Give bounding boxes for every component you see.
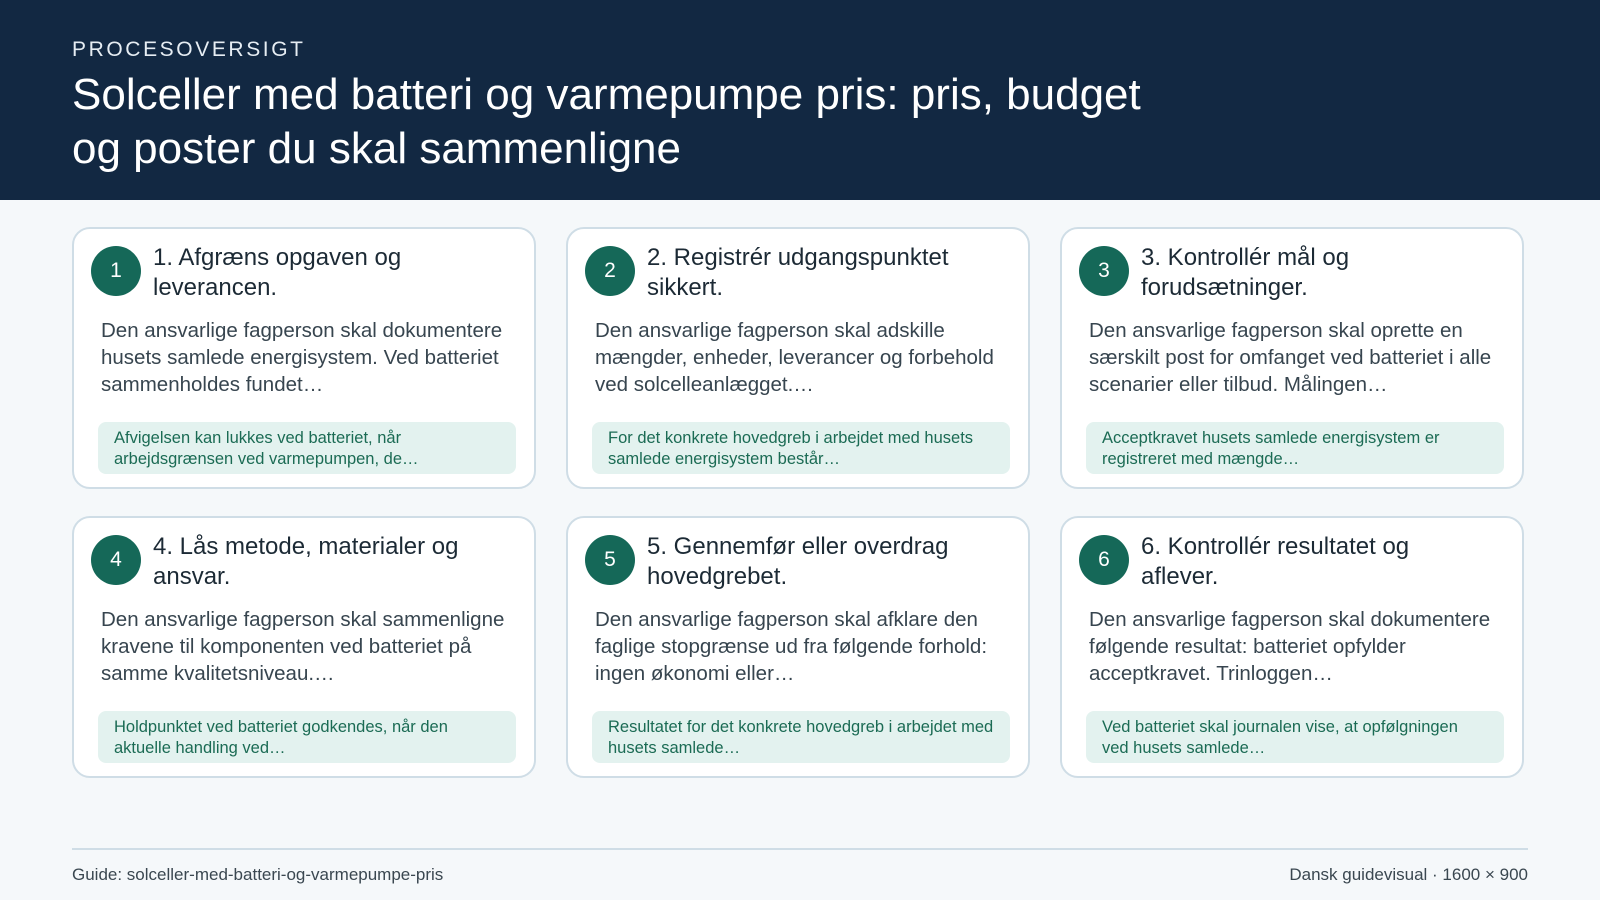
step-title: 4. Lås metode, materialer og ansvar. [153, 533, 459, 590]
step-description: Den ansvarlige fagperson skal oprette en særskilt post for omfanget ved batteriet i alle scenarier eller tilbud. Målingen… [1089, 319, 1492, 396]
step-title: 6. Kontrollér resultatet og aflever. [1141, 533, 1410, 590]
step-description: Den ansvarlige fagperson skal adskille mængder, enheder, leverancer og forbehold ved solcelleanlægget.… [595, 319, 994, 396]
step-number-badge: 3 [1079, 246, 1129, 296]
step-description: Den ansvarlige fagperson skal dokumentere følgende resultat: batteriet opfylder acceptkravet. Trinloggen… [1089, 608, 1491, 685]
step-title: 3. Kontrollér mål og forudsætninger. [1141, 244, 1350, 301]
step-card-1 [72, 227, 536, 489]
step-note: Ved batteriet skal journalen vise, at opfølgningen ved husets samlede… [1086, 711, 1504, 763]
step-number-badge: 2 [585, 246, 635, 296]
footer-divider [72, 848, 1528, 850]
step-card-5 [566, 516, 1030, 778]
step-note: For det konkrete hovedgreb i arbejdet med husets samlede energisystem består… [592, 422, 1010, 474]
step-note: Resultatet for det konkrete hovedgreb i arbejdet med husets samlede… [592, 711, 1010, 763]
header-banner [0, 0, 1600, 200]
eyebrow-label: PROCESOVERSIGT [72, 38, 306, 61]
page-title: Solceller med batteri og varmepumpe pris: pris, budget og poster du skal sammenligne [72, 70, 1141, 173]
step-number-badge: 1 [91, 246, 141, 296]
footer-guide-slug: Guide: solceller-med-batteri-og-varmepumpe-pris [72, 865, 444, 884]
step-title: 1. Afgræns opgaven og leverancen. [153, 244, 402, 301]
step-card-4 [72, 516, 536, 778]
step-note: Acceptkravet husets samlede energisystem er registreret med mængde… [1086, 422, 1504, 474]
step-card-3 [1060, 227, 1524, 489]
step-title: 2. Registrér udgangspunktet sikkert. [647, 244, 949, 301]
step-title: 5. Gennemfør eller overdrag hovedgrebet. [647, 533, 949, 590]
step-card-2 [566, 227, 1030, 489]
step-number-badge: 6 [1079, 535, 1129, 585]
step-note: Holdpunktet ved batteriet godkendes, når den aktuelle handling ved… [98, 711, 516, 763]
footer-format-label: Dansk guidevisual · 1600 × 900 [1289, 865, 1528, 884]
step-note: Afvigelsen kan lukkes ved batteriet, når arbejdsgrænsen ved varmepumpen, de… [98, 422, 516, 474]
step-description: Den ansvarlige fagperson skal dokumentere husets samlede energisystem. Ved batteriet sammenholdes fundet… [101, 319, 503, 396]
step-card-6 [1060, 516, 1524, 778]
step-description: Den ansvarlige fagperson skal afklare den faglige stopgrænse ud fra følgende forhold: ingen økonomi eller… [595, 608, 988, 685]
step-description: Den ansvarlige fagperson skal sammenligne kravene til komponenten ved batteriet på samme kvalitetsniveau.… [101, 608, 505, 685]
step-number-badge: 4 [91, 535, 141, 585]
step-number-badge: 5 [585, 535, 635, 585]
